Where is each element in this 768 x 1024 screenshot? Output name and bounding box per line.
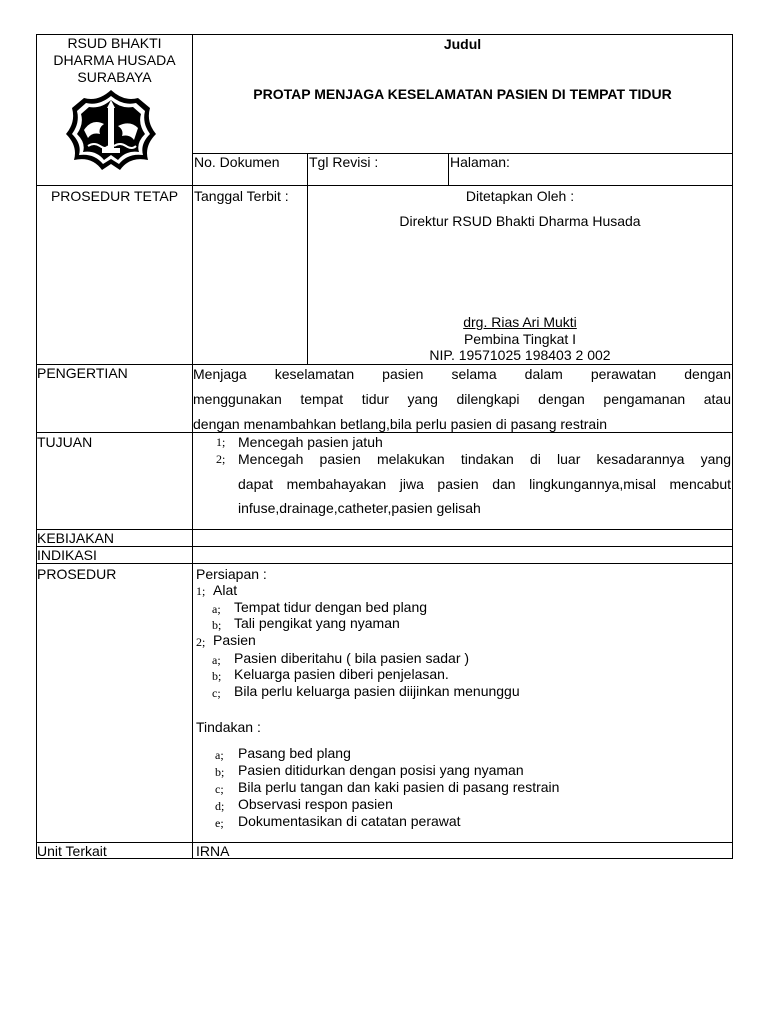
unit-terkait-value: IRNA bbox=[196, 843, 230, 859]
indikasi-label: INDIKASI bbox=[37, 547, 97, 563]
signer-rank: Pembina Tingkat I bbox=[463, 331, 577, 347]
pengertian-text-line1: Menjaga keselamatan pasien selama dalam perawatan dengan bbox=[193, 366, 731, 382]
list-letter: a; bbox=[215, 748, 224, 762]
table-border bbox=[36, 529, 733, 530]
pengertian-text-line2: menggunakan tempat tidur yang dilengkapi dengan pengamanan atau bbox=[193, 391, 731, 407]
list-item-text-line3: infuse,drainage,catheter,pasien gelisah bbox=[238, 500, 481, 516]
signer-name: drg. Rias Ari Mukti bbox=[463, 314, 577, 330]
judul-label: Judul bbox=[443, 36, 482, 52]
list-item-text: Tempat tidur dengan bed plang bbox=[234, 599, 428, 615]
list-letter: b; bbox=[212, 618, 222, 632]
pengertian-text-line3: dengan menambahkan betlang,bila perlu pasien di pasang restrain bbox=[193, 416, 608, 432]
list-letter: e; bbox=[215, 816, 224, 830]
list-letter: b; bbox=[212, 669, 222, 683]
halaman-label: Halaman: bbox=[450, 154, 510, 170]
list-item-text: Dokumentasikan di catatan perawat bbox=[238, 813, 461, 829]
document-title: PROTAP MENJAGA KESELAMATAN PASIEN DI TEMPAT TIDUR bbox=[253, 86, 672, 102]
table-border bbox=[36, 432, 733, 433]
table-border bbox=[36, 858, 733, 859]
table-border bbox=[732, 34, 733, 859]
table-border bbox=[36, 185, 733, 186]
list-item-text: Pasien diberitahu ( bila pasien sadar ) bbox=[234, 650, 470, 666]
table-border bbox=[36, 546, 733, 547]
prosedur-tetap-label: PROSEDUR TETAP bbox=[50, 188, 179, 204]
table-border bbox=[36, 364, 733, 365]
list-number: 2; bbox=[196, 635, 206, 649]
list-letter: c; bbox=[215, 782, 224, 796]
table-border bbox=[36, 563, 733, 564]
list-letter: a; bbox=[212, 602, 221, 616]
list-letter: c; bbox=[212, 686, 221, 700]
list-item-text: Bila perlu keluarga pasien diijinkan menunggu bbox=[234, 683, 520, 699]
pasien-label: Pasien bbox=[213, 632, 256, 648]
tanggal-terbit-label: Tanggal Terbit : bbox=[194, 188, 289, 204]
signer-nip: NIP. 19571025 198403 2 002 bbox=[429, 347, 611, 363]
table-border bbox=[192, 34, 193, 859]
list-item-text: Pasang bed plang bbox=[238, 745, 351, 761]
list-letter: d; bbox=[215, 799, 225, 813]
prosedur-label: PROSEDUR bbox=[37, 566, 117, 582]
list-item-text: Tali pengikat yang nyaman bbox=[234, 615, 400, 631]
list-number: 1; bbox=[216, 435, 226, 449]
pengertian-label: PENGERTIAN bbox=[37, 365, 128, 381]
tindakan-label: Tindakan : bbox=[196, 719, 261, 735]
hospital-name-line2: DHARMA HUSADA bbox=[53, 52, 176, 68]
list-item-text: Observasi respon pasien bbox=[238, 796, 393, 812]
list-number: 2; bbox=[216, 452, 226, 466]
list-item-text-line1: Mencegah pasien melakukan tindakan di luar kesadarannya yang bbox=[238, 451, 731, 467]
no-dokumen-label: No. Dokumen bbox=[194, 154, 280, 170]
hospital-name-line3: SURABAYA bbox=[77, 69, 152, 85]
director-title: Direktur RSUD Bhakti Dharma Husada bbox=[399, 213, 641, 229]
list-item-text: Pasien ditidurkan dengan posisi yang nyaman bbox=[238, 762, 524, 778]
tujuan-label: TUJUAN bbox=[37, 434, 93, 450]
list-item-text-line2: dapat membahayakan jiwa pasien dan lingkungannya,misal mencabut bbox=[238, 476, 731, 492]
list-number: 1; bbox=[196, 584, 206, 598]
surabaya-city-emblem-icon bbox=[64, 88, 158, 172]
list-item-text: Mencegah pasien jatuh bbox=[238, 434, 383, 450]
unit-terkait-label: Unit Terkait bbox=[37, 843, 107, 859]
ditetapkan-label: Ditetapkan Oleh : bbox=[465, 188, 575, 204]
list-item-text: Bila perlu tangan dan kaki pasien di pasang restrain bbox=[238, 779, 560, 795]
list-letter: a; bbox=[212, 653, 221, 667]
tgl-revisi-label: Tgl Revisi : bbox=[309, 154, 379, 170]
kebijakan-label: KEBIJAKAN bbox=[37, 530, 115, 546]
list-item-text: Keluarga pasien diberi penjelasan. bbox=[234, 666, 449, 682]
alat-label: Alat bbox=[213, 582, 238, 598]
persiapan-label: Persiapan : bbox=[196, 566, 267, 582]
hospital-name-line1: RSUD BHAKTI bbox=[67, 35, 162, 51]
table-border bbox=[448, 153, 449, 186]
list-letter: b; bbox=[215, 765, 225, 779]
table-border bbox=[36, 842, 733, 843]
